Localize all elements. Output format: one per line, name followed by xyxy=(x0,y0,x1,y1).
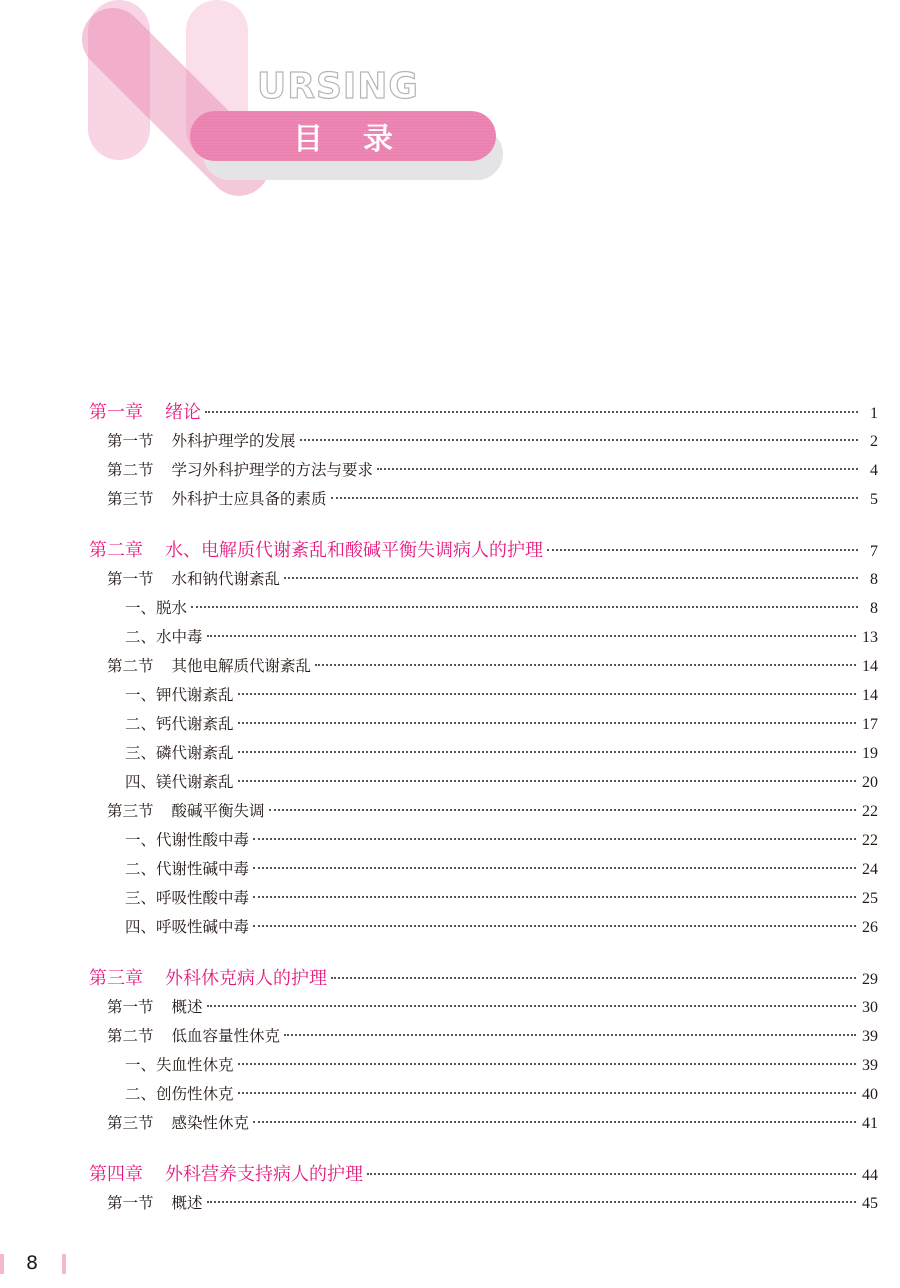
page-number: 22 xyxy=(862,832,878,849)
dot-leader xyxy=(331,977,856,979)
toc-section-row[interactable] xyxy=(89,1022,878,1051)
toc-section-row[interactable] xyxy=(89,652,878,681)
page-number: 20 xyxy=(862,774,878,791)
section-title: 外科护士应具备的素质 xyxy=(171,490,327,508)
section-title: 概述 xyxy=(171,998,203,1016)
page-number: 19 xyxy=(862,745,878,762)
dot-leader xyxy=(367,1173,856,1175)
toc-section-row[interactable] xyxy=(89,797,878,826)
toc-chapter-2 xyxy=(89,536,878,942)
chapter-number: 第一章 xyxy=(89,402,143,423)
dot-leader xyxy=(547,549,858,551)
item-title: 四、呼吸性碱中毒 xyxy=(125,918,250,936)
dot-leader xyxy=(284,1034,856,1036)
dot-leader xyxy=(238,751,856,753)
dot-leader xyxy=(191,606,858,608)
chapter-title: 水、电解质代谢紊乱和酸碱平衡失调病人的护理 xyxy=(165,540,543,561)
item-title: 三、磷代谢紊乱 xyxy=(125,744,234,762)
dot-leader xyxy=(238,1063,856,1065)
section-title: 其他电解质代谢紊乱 xyxy=(171,657,312,675)
toc-chapter-row[interactable] xyxy=(89,536,878,565)
section-number: 第一节 xyxy=(107,570,154,588)
section-number: 第一节 xyxy=(107,1194,154,1212)
dot-leader xyxy=(315,664,856,666)
nursing-logo xyxy=(0,0,520,200)
chapter-title: 绪论 xyxy=(165,402,201,423)
toc-item-row[interactable] xyxy=(89,594,878,623)
page-number: 30 xyxy=(862,999,878,1016)
page-number: 2 xyxy=(870,433,878,450)
page-number: 24 xyxy=(862,861,878,878)
section-number: 第一节 xyxy=(107,998,154,1016)
dot-leader xyxy=(253,1121,856,1123)
page-number: 5 xyxy=(870,491,878,508)
page-number: 29 xyxy=(862,971,878,988)
page-number: 13 xyxy=(862,629,878,646)
section-title: 概述 xyxy=(171,1194,203,1212)
toc-chapter-row[interactable] xyxy=(89,1160,878,1189)
toc-chapter-row[interactable] xyxy=(89,964,878,993)
dot-leader xyxy=(331,497,858,499)
toc-item-row[interactable] xyxy=(89,913,878,942)
page-title: 目录 xyxy=(293,122,433,157)
dot-leader xyxy=(238,1092,856,1094)
page-number: 8 xyxy=(870,600,878,617)
item-title: 二、钙代谢紊乱 xyxy=(125,715,234,733)
toc-item-row[interactable] xyxy=(89,681,878,710)
toc-item-row[interactable] xyxy=(89,710,878,739)
dot-leader xyxy=(300,439,858,441)
toc-chapter-1 xyxy=(89,398,878,514)
title-bar xyxy=(190,111,496,161)
table-of-contents xyxy=(89,398,878,1240)
item-title: 二、水中毒 xyxy=(125,628,203,646)
footer-right-bar xyxy=(62,1254,66,1274)
page-number: 39 xyxy=(862,1057,878,1074)
dot-leader xyxy=(238,780,856,782)
item-title: 四、镁代谢紊乱 xyxy=(125,773,234,791)
section-title: 外科护理学的发展 xyxy=(171,432,296,450)
page-number: 1 xyxy=(870,405,878,422)
section-title: 酸碱平衡失调 xyxy=(171,802,265,820)
toc-item-row[interactable] xyxy=(89,768,878,797)
item-title: 三、呼吸性酸中毒 xyxy=(125,889,250,907)
dot-leader xyxy=(284,577,858,579)
page-number: 39 xyxy=(862,1028,878,1045)
dot-leader xyxy=(377,468,858,470)
toc-section-row[interactable] xyxy=(89,993,878,1022)
toc-item-row[interactable] xyxy=(89,1051,878,1080)
page-number: 41 xyxy=(862,1115,878,1132)
toc-item-row[interactable] xyxy=(89,884,878,913)
item-title: 一、失血性休克 xyxy=(125,1056,234,1074)
item-title: 一、脱水 xyxy=(125,599,188,617)
toc-section-row[interactable] xyxy=(89,456,878,485)
page-number: 14 xyxy=(862,658,878,675)
dot-leader xyxy=(238,693,856,695)
dot-leader xyxy=(207,1005,856,1007)
toc-chapter-3 xyxy=(89,964,878,1138)
footer-left-bar xyxy=(0,1254,4,1274)
dot-leader xyxy=(238,722,856,724)
dot-leader xyxy=(207,1201,856,1203)
section-number: 第一节 xyxy=(107,432,154,450)
logo-text: URSING xyxy=(257,66,419,107)
chapter-title: 外科营养支持病人的护理 xyxy=(165,1164,363,1185)
page-number: 14 xyxy=(862,687,878,704)
page-number: 7 xyxy=(870,543,878,560)
section-number: 第三节 xyxy=(107,490,154,508)
item-title: 二、代谢性碱中毒 xyxy=(125,860,250,878)
page-number: 40 xyxy=(862,1086,878,1103)
dot-leader xyxy=(253,925,856,927)
toc-item-row[interactable] xyxy=(89,1080,878,1109)
section-title: 感染性休克 xyxy=(171,1114,250,1132)
dot-leader xyxy=(269,809,856,811)
toc-item-row[interactable] xyxy=(89,739,878,768)
toc-section-row[interactable] xyxy=(89,565,878,594)
page-footer xyxy=(0,1252,120,1278)
section-number: 第三节 xyxy=(107,1114,154,1132)
toc-item-row[interactable] xyxy=(89,826,878,855)
section-number: 第二节 xyxy=(107,461,154,479)
chapter-number: 第二章 xyxy=(89,540,143,561)
dot-leader xyxy=(253,896,856,898)
section-number: 第二节 xyxy=(107,1027,154,1045)
section-number: 第二节 xyxy=(107,657,154,675)
dot-leader xyxy=(253,867,856,869)
section-title: 低血容量性休克 xyxy=(171,1027,281,1045)
dot-leader xyxy=(253,838,856,840)
chapter-number: 第四章 xyxy=(89,1164,143,1185)
toc-section-row[interactable] xyxy=(89,427,878,456)
toc-item-row[interactable] xyxy=(89,855,878,884)
toc-section-row[interactable] xyxy=(89,1189,878,1218)
chapter-title: 外科休克病人的护理 xyxy=(165,968,327,989)
page-number: 8 xyxy=(870,571,878,588)
dot-leader xyxy=(207,635,856,637)
toc-section-row[interactable] xyxy=(89,1109,878,1138)
item-title: 一、代谢性酸中毒 xyxy=(125,831,250,849)
page-number: 44 xyxy=(862,1167,878,1184)
page-number: 45 xyxy=(862,1195,878,1212)
page-number: 26 xyxy=(862,919,878,936)
item-title: 二、创伤性休克 xyxy=(125,1085,234,1103)
dot-leader xyxy=(205,411,858,413)
toc-item-row[interactable] xyxy=(89,623,878,652)
page-number: 17 xyxy=(862,716,878,733)
toc-chapter-row[interactable] xyxy=(89,398,878,427)
section-number: 第三节 xyxy=(107,802,154,820)
page-number: 22 xyxy=(862,803,878,820)
page-number: 4 xyxy=(870,462,878,479)
page-number: 25 xyxy=(862,890,878,907)
chapter-number: 第三章 xyxy=(89,968,143,989)
item-title: 一、钾代谢紊乱 xyxy=(125,686,234,704)
toc-chapter-4 xyxy=(89,1160,878,1218)
section-title: 学习外科护理学的方法与要求 xyxy=(171,461,374,479)
section-title: 水和钠代谢紊乱 xyxy=(171,570,281,588)
footer-page-number: 8 xyxy=(26,1252,39,1274)
toc-section-row[interactable] xyxy=(89,485,878,514)
